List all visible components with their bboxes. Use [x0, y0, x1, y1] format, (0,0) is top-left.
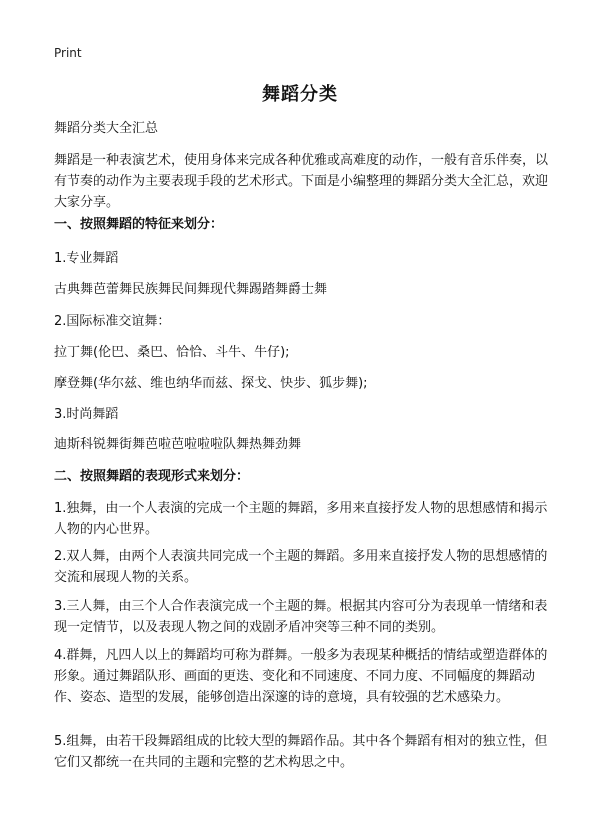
- item2-text-modern: 摩登舞(华尔兹、维也纳华而兹、探戈、快步、狐步舞);: [54, 376, 368, 391]
- item1-title: 1.专业舞蹈: [54, 251, 119, 266]
- item2-text-latin: 拉丁舞(伦巴、桑巴、恰恰、斗牛、牛仔);: [54, 345, 290, 360]
- section2-paragraph-1: 1.独舞，由一个人表演的完成一个主题的舞蹈，多用来直接抒发人物的思想感情和揭示人物的内心世界。: [54, 501, 548, 537]
- section2-paragraph-5: 5.组舞，由若干段舞蹈组成的比较大型的舞蹈作品。其中各个舞蹈有相对的独立性，但它们又都统一在共同的主题和完整的艺术构思之中。: [54, 734, 548, 770]
- item3-title: 3.时尚舞蹈: [54, 407, 119, 422]
- intro-paragraph: 舞蹈是一种表演艺术，使用身体来完成各种优雅或高难度的动作，一般有音乐伴奏，以有节奏的动作为主要表现手段的艺术形式。下面是小编整理的舞蹈分类大全汇总，欢迎大家分享。: [54, 153, 549, 210]
- page-title: 舞蹈分类: [262, 84, 338, 105]
- item1-text: 古典舞芭蕾舞民族舞民间舞现代舞踢踏舞爵士舞: [54, 282, 328, 297]
- section2-paragraph-4: 4.群舞，凡四人以上的舞蹈均可称为群舞。一般多为表现某种概括的情结或塑造群体的形象。通过舞蹈队形、画面的更迭、变化和不同速度、不同力度、不同幅度的舞蹈动作、姿态、造型的发展，能够创造出深邃的诗的意境，具有较强的艺术感染力。: [54, 648, 548, 705]
- section2-paragraph-3: 3.三人舞，由三个人合作表演完成一个主题的舞。根据其内容可分为表现单一情绪和表现一定情节，以及表现人物之间的戏剧矛盾冲突等三种不同的类别。: [54, 599, 548, 635]
- section2-paragraph-2: 2.双人舞，由两个人表演共同完成一个主题的舞蹈。多用来直接抒发人物的思想感情的交流和展现人物的关系。: [54, 549, 548, 585]
- item2-title: 2.国际标准交谊舞：: [54, 314, 171, 329]
- section2-heading: 二、按照舞蹈的表现形式来划分：: [54, 469, 250, 484]
- print-label[interactable]: Print: [54, 46, 82, 60]
- subtitle: 舞蹈分类大全汇总: [54, 121, 159, 136]
- item3-text: 迪斯科锐舞街舞芭啦芭啦啦啦队舞热舞劲舞: [54, 437, 302, 452]
- section1-heading: 一、按照舞蹈的特征来划分：: [54, 217, 224, 232]
